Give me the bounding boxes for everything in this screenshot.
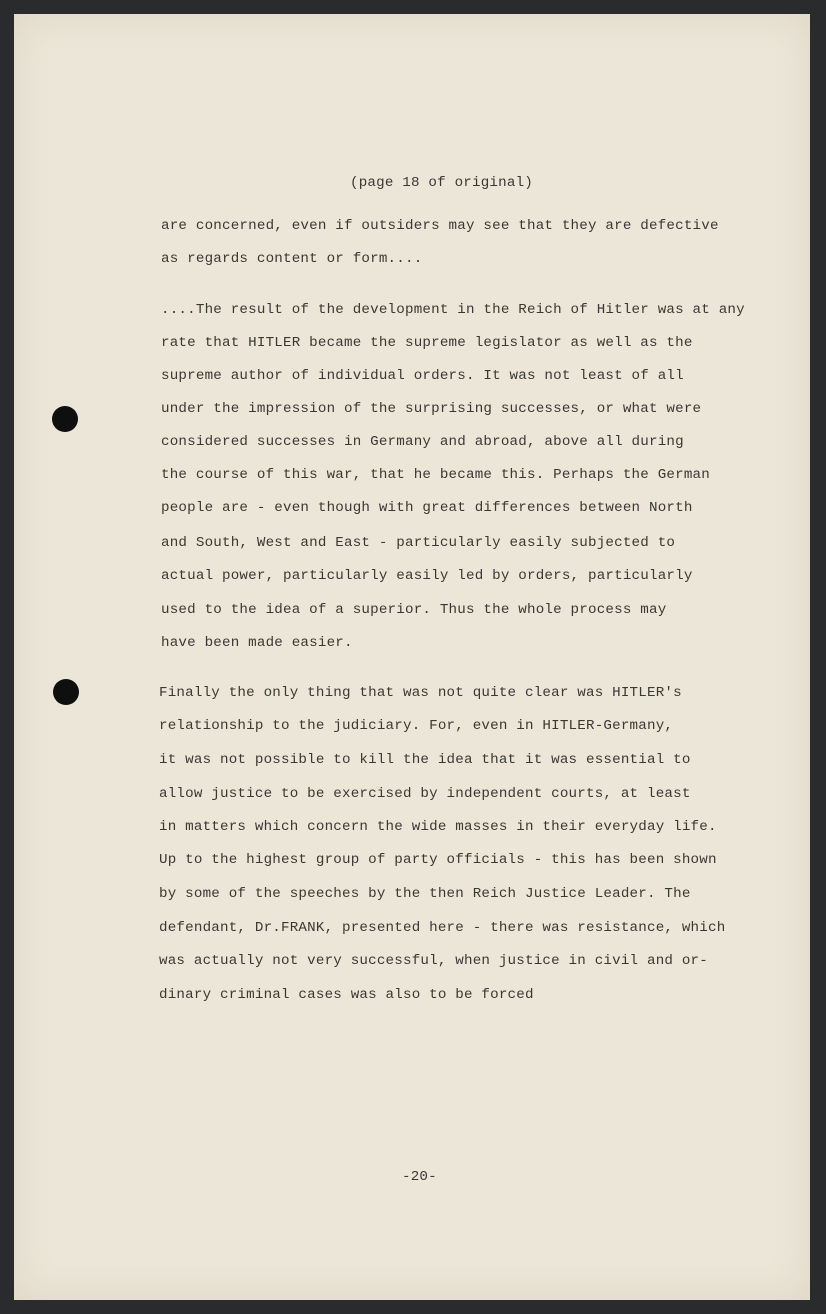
text-line: Up to the highest group of party officials - this has been shown (159, 852, 717, 868)
text-line: used to the idea of a superior. Thus the whole process may (161, 602, 667, 618)
text-line: supreme author of individual orders. It was not least of all (161, 368, 684, 384)
page-header: (page 18 of original) (350, 175, 533, 191)
text-line: the course of this war, that he became this. Perhaps the German (161, 467, 710, 483)
text-line: in matters which concern the wide masses in their everyday life. (159, 819, 717, 835)
text-line: it was not possible to kill the idea that it was essential to (159, 752, 691, 768)
text-line: ....The result of the development in the Reich of Hitler was at any (161, 302, 745, 318)
text-line: as regards content or form.... (161, 251, 423, 267)
page-number: -20- (402, 1169, 437, 1185)
text-line: by some of the speeches by the then Reich Justice Leader. The (159, 886, 691, 902)
text-line: Finally the only thing that was not quite clear was HITLER's (159, 685, 682, 701)
text-line: considered successes in Germany and abroad, above all during (161, 434, 684, 450)
text-line: people are - even though with great differences between North (161, 500, 693, 516)
text-line: are concerned, even if outsiders may see that they are defective (161, 218, 719, 234)
text-line: actual power, particularly easily led by orders, particularly (161, 568, 693, 584)
text-line: under the impression of the surprising successes, or what were (161, 401, 702, 417)
text-line: and South, West and East - particularly easily subjected to (161, 535, 676, 551)
text-line: relationship to the judiciary. For, even in HITLER-Germany, (159, 718, 674, 734)
text-line: defendant, Dr.FRANK, presented here - there was resistance, which (159, 920, 726, 936)
text-line: rate that HITLER became the supreme legislator as well as the (161, 335, 693, 351)
text-line: have been made easier. (161, 635, 353, 651)
text-line: allow justice to be exercised by independent courts, at least (159, 786, 691, 802)
text-line: was actually not very successful, when justice in civil and or- (159, 953, 708, 969)
text-line: dinary criminal cases was also to be forced (159, 987, 534, 1003)
